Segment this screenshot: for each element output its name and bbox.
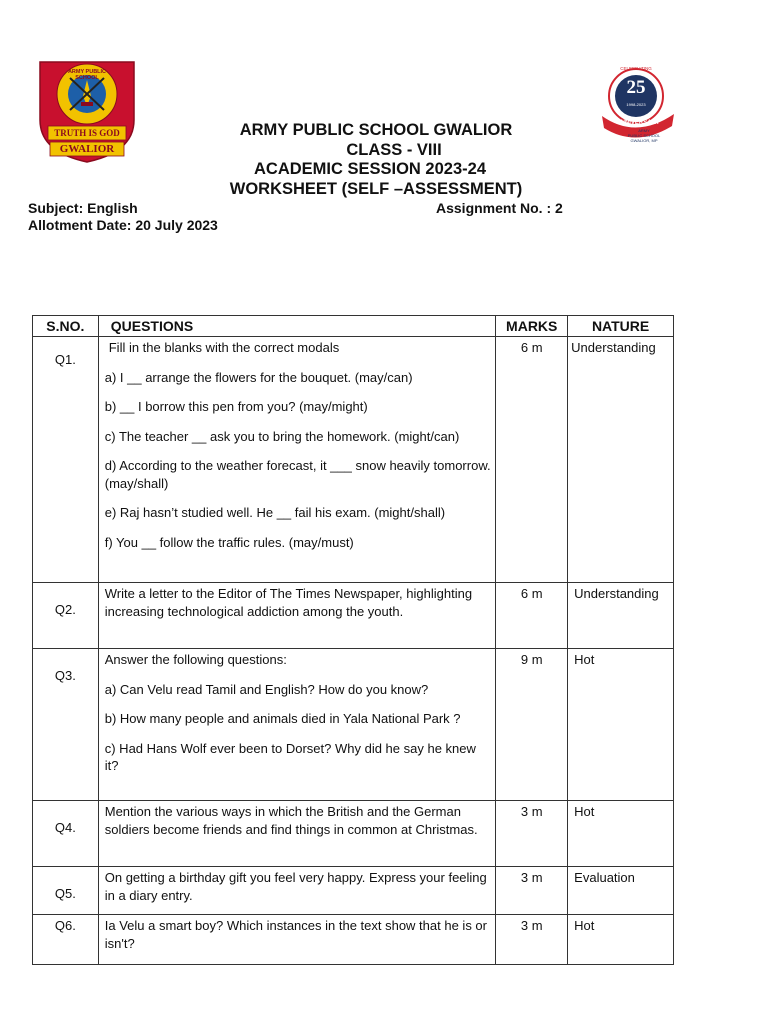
anniversary-number: 25 bbox=[626, 77, 646, 98]
marks-value: 9 m bbox=[496, 649, 568, 801]
question-text: Write a letter to the Editor of The Times Newspaper, highlighting increasing technological addiction among the youth. bbox=[98, 583, 496, 649]
question-text: Fill in the blanks with the correct modals a) I __ arrange the flowers for the bouquet. (may/can) b) __ I borrow this pen from you? (may/might) c) The teacher __ ask you to bring the homework. (might/can) d) According to the weather forecast, it ___ snow heavily tomorrow. (may/shall) e) Raj hasn’t studied well. He __ fail his exam. (might/shall) f) You __ follow the traffic rules. (may/must) bbox=[98, 337, 496, 583]
header-nature: NATURE bbox=[568, 316, 674, 337]
question-number: Q1. bbox=[33, 337, 99, 583]
assignment-number: Assignment No. : 2 bbox=[436, 200, 563, 216]
question-number: Q6. bbox=[33, 915, 99, 965]
nature-value: Hot bbox=[568, 915, 674, 965]
table-row bbox=[33, 915, 674, 965]
worksheet-heading bbox=[0, 121, 770, 199]
question-number: Q3. bbox=[33, 649, 99, 801]
question-text: On getting a birthday gift you feel very happy. Express your feeling in a diary entry. bbox=[98, 867, 496, 915]
class-label: CLASS - VIII bbox=[346, 140, 442, 159]
marks-value: 3 m bbox=[496, 801, 568, 867]
anniversary-school-name: ARMY PUBLIC SCHOOL GWALIOR, MP bbox=[627, 128, 661, 143]
worksheet-title: WORKSHEET (SELF –ASSESSMENT) bbox=[229, 179, 523, 198]
question-text: Ia Velu a smart boy? Which instances in the text show that he is or isn't? bbox=[98, 915, 496, 965]
crest-arc-text: ARMY PUBLIC SCHOOL bbox=[67, 69, 107, 81]
question-number: Q2. bbox=[33, 583, 99, 649]
header-questions: QUESTIONS bbox=[98, 316, 496, 337]
subject-label: Subject: English bbox=[28, 200, 138, 216]
crest-motto: TRUTH IS GOD bbox=[54, 128, 120, 138]
table-row bbox=[33, 337, 674, 583]
session-label: ACADEMIC SESSION 2023-24 bbox=[254, 160, 486, 178]
question-number: Q5. bbox=[33, 867, 99, 915]
header-sno: S.NO. bbox=[33, 316, 99, 337]
anniversary-years: 1998-2023 bbox=[626, 102, 646, 107]
question-text: Mention the various ways in which the British and the German soldiers become friends and find things in common at Christmas. bbox=[98, 801, 496, 867]
anniversary-banner: ANNIVERSARY bbox=[616, 120, 660, 126]
marks-value: 6 m bbox=[496, 337, 568, 583]
table-row bbox=[33, 867, 674, 915]
nature-value: Evaluation bbox=[568, 867, 674, 915]
nature-value: Hot bbox=[568, 801, 674, 867]
questions-table bbox=[32, 315, 674, 965]
nature-value: Understanding bbox=[568, 337, 674, 583]
marks-value: 6 m bbox=[496, 583, 568, 649]
table-row bbox=[33, 801, 674, 867]
table-row bbox=[33, 583, 674, 649]
nature-value: Hot bbox=[568, 649, 674, 801]
table-header-row bbox=[33, 316, 674, 337]
allotment-date: Allotment Date: 20 July 2023 bbox=[28, 217, 218, 233]
question-number: Q4. bbox=[33, 801, 99, 867]
header-marks: MARKS bbox=[496, 316, 568, 337]
question-text: Answer the following questions: a) Can Velu read Tamil and English? How do you know? b) How many people and animals died in Yala National Park ? c) Had Hans Wolf ever been to Dorset? Why did he say he knew it? bbox=[98, 649, 496, 801]
marks-value: 3 m bbox=[496, 867, 568, 915]
school-name: ARMY PUBLIC SCHOOL GWALIOR bbox=[239, 121, 513, 139]
nature-value: Understanding bbox=[568, 583, 674, 649]
crest-city: GWALIOR bbox=[59, 143, 115, 155]
table-row bbox=[33, 649, 674, 801]
anniversary-ring-text: CELEBRATING bbox=[620, 66, 652, 71]
marks-value: 3 m bbox=[496, 915, 568, 965]
